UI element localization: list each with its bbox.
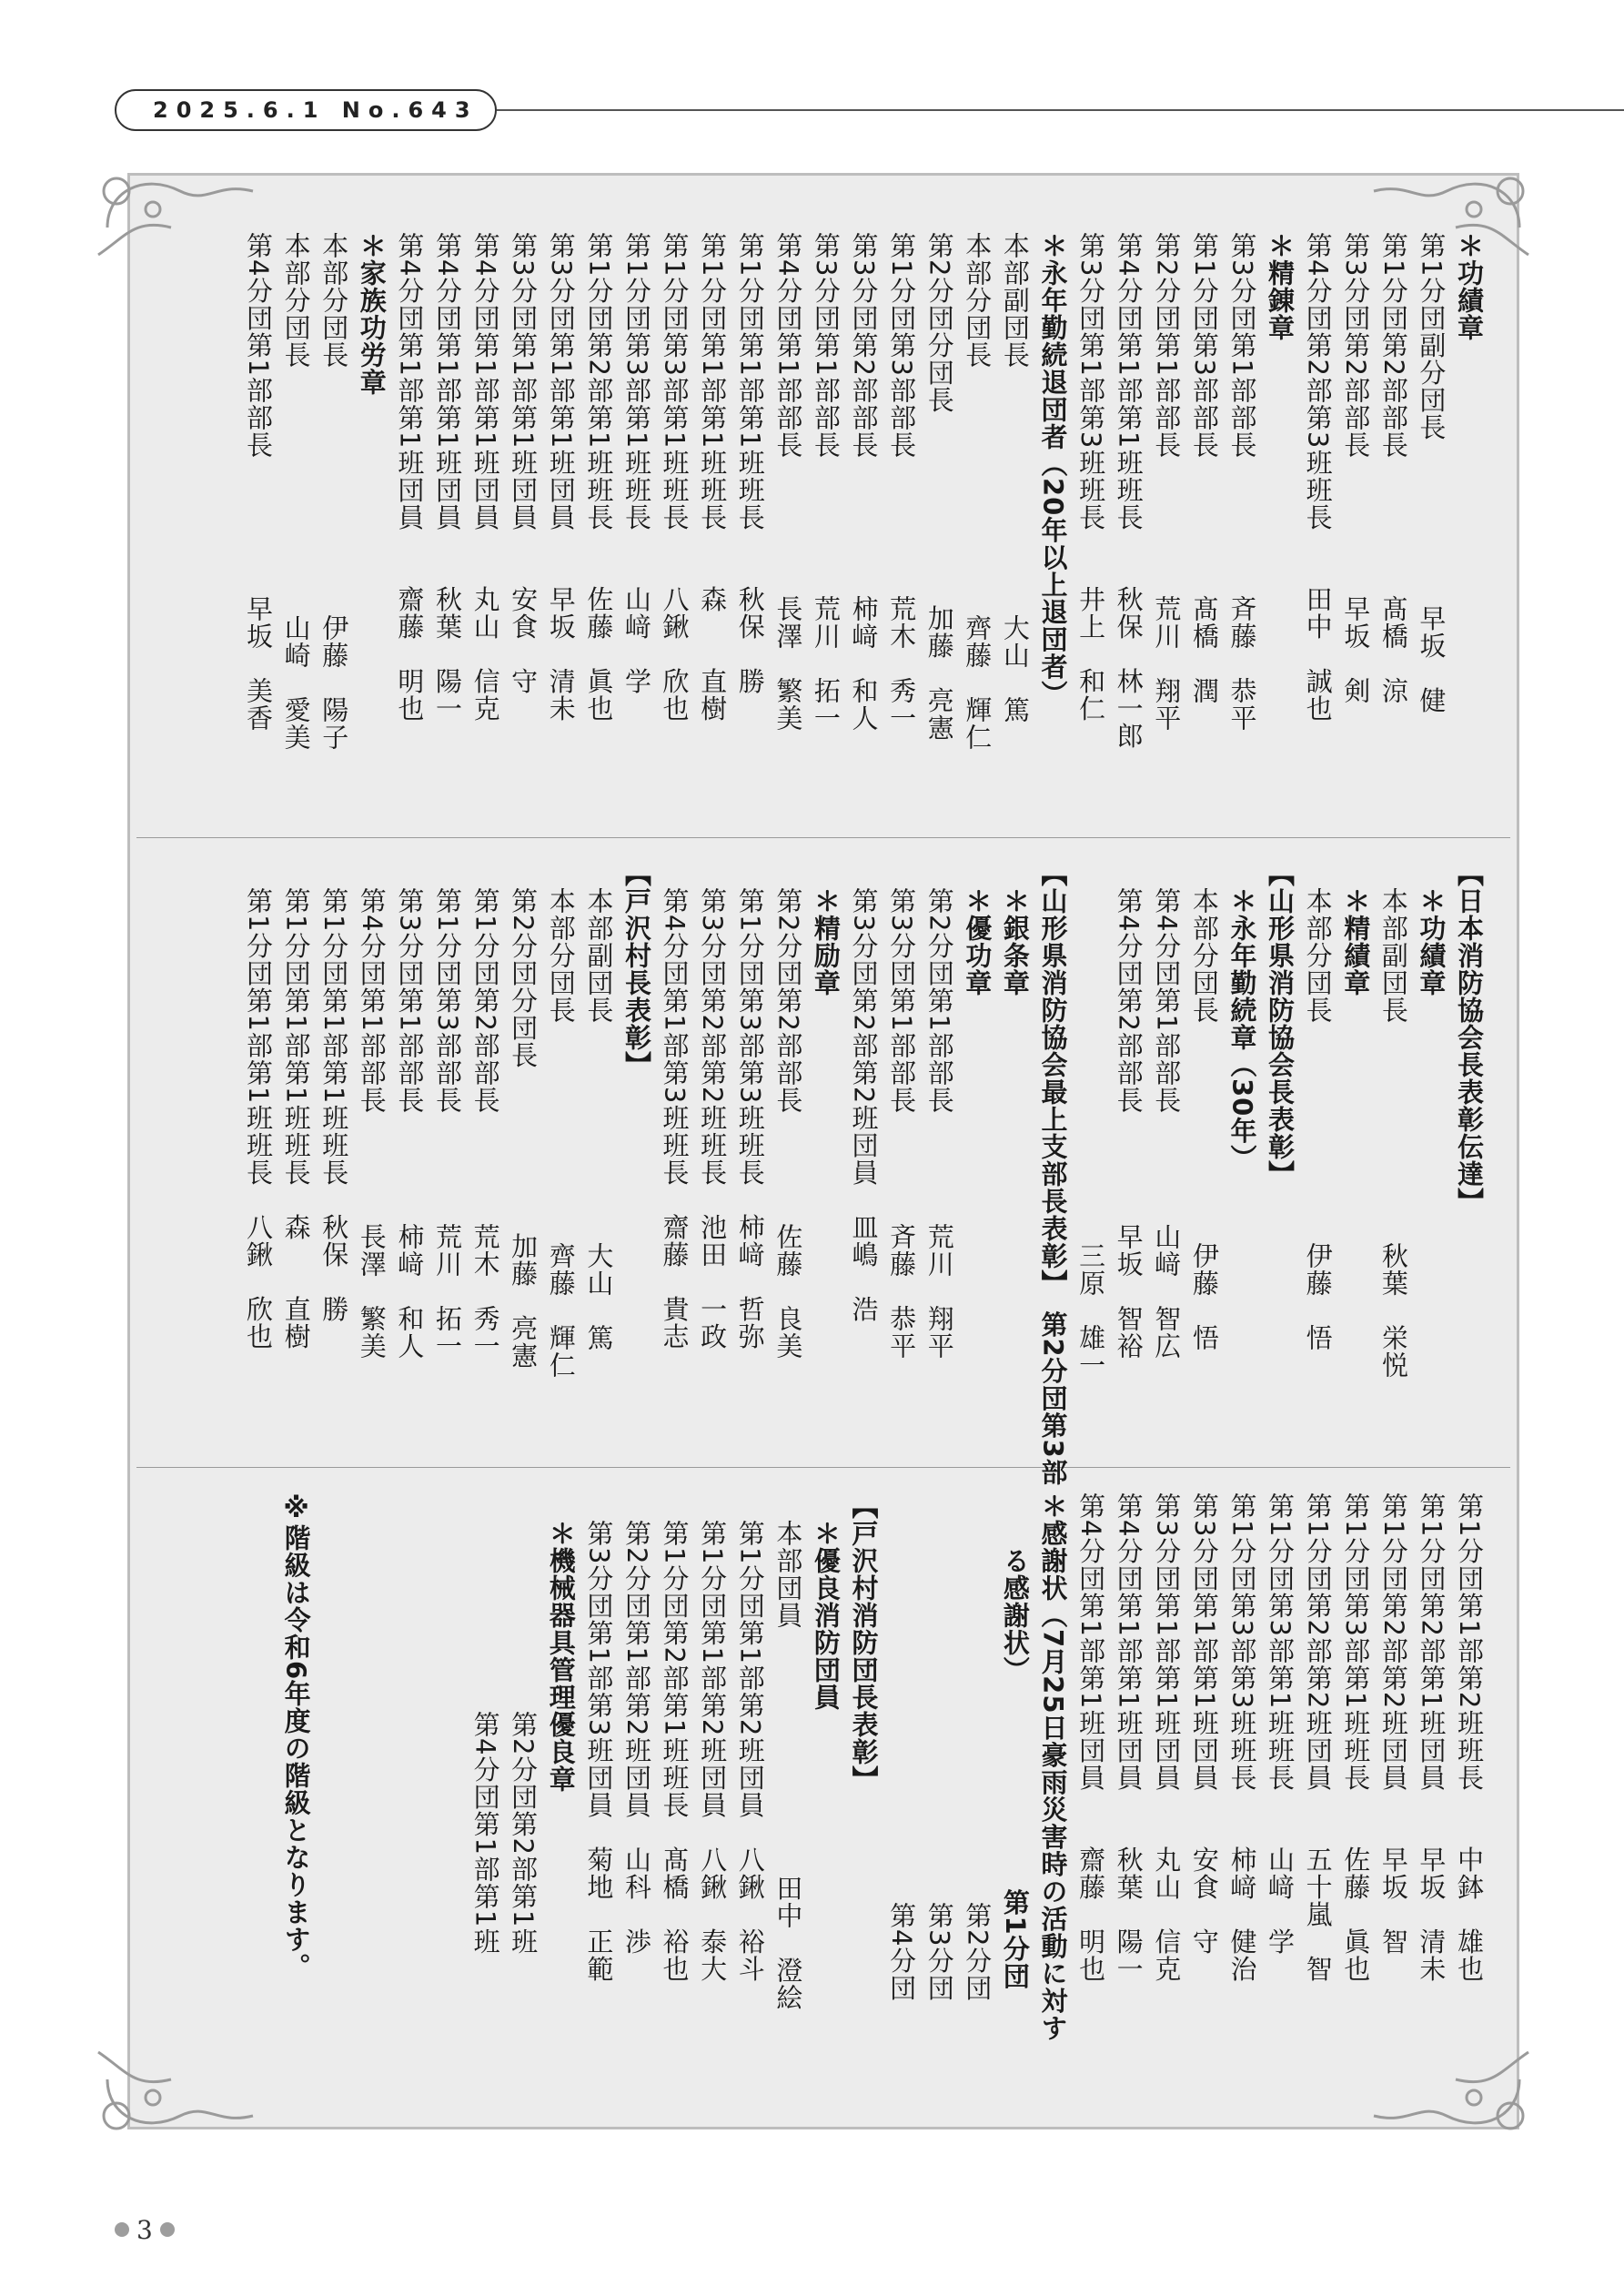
page-number xyxy=(115,2213,175,2246)
award-entry: 第1分団第3部第3班班長 柿﨑 健治 xyxy=(1226,1492,1258,1983)
award-entry: 第3分団第2部部長 柿﨑 和人 xyxy=(848,232,880,732)
section-heading: ＊精績章 xyxy=(1340,860,1372,996)
roster-section-middle xyxy=(238,860,1488,1486)
section-heading: ＊功績章 xyxy=(1454,232,1485,341)
roster-section-bottom xyxy=(277,1492,1488,2089)
section-divider-1 xyxy=(136,837,1510,838)
award-entry: 第1分団第2部第1班班長 佐藤 眞也 xyxy=(583,232,615,723)
section-heading: 【山形県消防協会長表彰】 xyxy=(1265,860,1296,1188)
award-entry: 第4分団第1部第1班班長 秋保 林一郎 xyxy=(1113,232,1145,750)
award-entry: 本部分団長 齊藤 輝仁 xyxy=(962,232,994,751)
section-heading: ＊永年勤続退団者（20年以上退団者） xyxy=(1037,232,1069,708)
award-entry: 第4分団第1部部長 早坂 美香 xyxy=(243,232,274,732)
award-entry: 第3分団第2部第2班団員 皿嶋 浩 xyxy=(848,860,880,1323)
award-entry: 本部分団長 齊藤 輝仁 xyxy=(545,860,577,1379)
award-entry: 第4分団第1部第1班団員 齋藤 明也 xyxy=(394,232,426,723)
award-entry: 第1分団第1部第1班班長 秋保 勝 xyxy=(734,232,766,695)
award-entry: 第3分団第1部第3班班長 井上 和仁 xyxy=(1075,232,1107,723)
award-entry: 第1分団第2部第1班班長 髙橋 裕也 xyxy=(659,1492,691,1983)
award-entry: 本部副団長 大山 篤 xyxy=(999,232,1031,723)
award-entry xyxy=(315,1492,353,2089)
award-entry: 第4分団第1部第1班団員 丸山 信克 xyxy=(469,232,501,723)
section-heading: ＊優功章 xyxy=(962,860,994,996)
award-entry: 本部分団長 伊藤 悟 xyxy=(1188,860,1220,1351)
award-entry: 第1分団第2部部長 荒木 秀一 xyxy=(469,860,501,1360)
award-entry xyxy=(428,1492,466,2089)
section-heading: ＊永年勤続章（30年） xyxy=(1226,860,1258,1172)
award-entry: 第2分団第1部部長 荒川 翔平 xyxy=(923,860,955,1360)
award-entry: 本部分団長 伊藤 陽子 xyxy=(318,232,350,751)
award-entry xyxy=(352,1492,390,2089)
award-entry: 第2分団第2部部長 佐藤 良美 xyxy=(772,860,804,1360)
award-entry: 第3分団第1部第3班団員 菊地 正範 xyxy=(583,1492,615,1983)
award-entry: 本部分団長 山崎 愛美 xyxy=(280,232,312,751)
section-heading: ＊銀条章 xyxy=(999,860,1031,996)
award-entry: 第1分団副分団長 早坂 健 xyxy=(1416,232,1447,714)
section-divider-2 xyxy=(136,1467,1510,1468)
award-entry: 第3分団第1部部長 柿﨑 和人 xyxy=(394,860,426,1360)
award-entry: 第4分団第1部第1班団員 秋葉 陽一 xyxy=(431,232,463,723)
award-entry: 第1分団第3部第1班班長 佐藤 眞也 xyxy=(1340,1492,1372,1983)
section-heading: ＊感謝状（7月25日豪雨災害時の活動に対す xyxy=(1037,1492,1069,2042)
award-entry: 第2分団第1部第2班団員 山科 渉 xyxy=(620,1492,652,1956)
page-number-label: 3 xyxy=(136,2214,153,2245)
section-heading: ＊機械器具管理優良章 xyxy=(545,1492,577,1793)
award-entry: 本部団員 田中 澄絵 xyxy=(772,1492,804,2011)
section-heading: ＊優良消防団員 xyxy=(810,1492,842,1711)
award-entry: 第1分団第2部第2班団員 五十嵐 智 xyxy=(1302,1492,1334,1983)
award-entry: 第1分団第3部部長 荒木 秀一 xyxy=(886,232,918,732)
roster-section-top xyxy=(238,232,1488,828)
award-entry: 本部分団長 伊藤 悟 xyxy=(1302,860,1334,1351)
section-heading: る感謝状） 第1分団 xyxy=(999,1492,1031,1990)
award-entry: 第2分団分団長 加藤 亮憲 xyxy=(508,860,540,1370)
award-entry: 第1分団第1部第1班班長 秋保 勝 xyxy=(318,860,350,1323)
section-heading: ＊精励章 xyxy=(810,860,842,996)
section-heading: 【山形県消防協会最上支部長表彰】 第2分団第3部 xyxy=(1037,860,1069,1486)
award-entry: 第3分団第1部第1班団員 安食 守 xyxy=(1188,1492,1220,1956)
award-entry: 第1分団第3部部長 髙橋 潤 xyxy=(1188,232,1220,704)
section-heading: ＊家族功労章 xyxy=(356,232,388,396)
ornament-bottom-left xyxy=(89,2043,271,2152)
award-entry: 第3分団第1部第1班団員 早坂 清未 xyxy=(545,232,577,723)
award-entry: 第2分団第2部第1班 xyxy=(508,1492,540,1956)
award-entry: 第3分団 xyxy=(923,1492,955,2002)
award-entry: 第2分団分団長 加藤 亮憲 xyxy=(923,232,955,742)
section-heading: 【戸沢村消防団長表彰】 xyxy=(848,1492,880,1793)
section-heading: ＊精錬章 xyxy=(1265,232,1296,341)
award-entry: 第1分団第1部第1班班長 森 直樹 xyxy=(697,232,729,723)
award-entry: 第1分団第2部第1班団員 早坂 清未 xyxy=(1416,1492,1447,1983)
award-entry: 第1分団第1部第2班団員 八鍬 泰大 xyxy=(697,1492,729,1983)
award-entry: 第3分団第1部第1班団員 安食 守 xyxy=(508,232,540,695)
award-entry: 第4分団第2部第3班班長 田中 誠也 xyxy=(1302,232,1334,723)
award-entry: 第3分団第2部第2班班長 池田 一政 xyxy=(697,860,729,1350)
award-entry: 第4分団第1部第1班団員 齋藤 明也 xyxy=(1075,1492,1107,1983)
issue-label: 2025.6.1 No.643 xyxy=(153,97,479,123)
award-entry: 第4分団第1部第1班団員 秋葉 陽一 xyxy=(1113,1492,1145,1983)
award-entry: 第1分団第1部第2班班長 中鉢 雄也 xyxy=(1454,1492,1485,1983)
dot-icon xyxy=(160,2222,175,2237)
award-entry: 第4分団第2部部長 早坂 智裕 xyxy=(1113,860,1145,1360)
award-entry xyxy=(390,1492,429,2089)
award-entry: 本部副団長 大山 篤 xyxy=(583,860,615,1351)
award-entry: 第1分団第3部第1班班長 山﨑 学 xyxy=(620,232,652,695)
award-entry: 第4分団第1部第1班 xyxy=(469,1492,501,1956)
award-entry: 第4分団第1部部長 長澤 繁美 xyxy=(772,232,804,732)
award-entry: 第3分団第2部部長 早坂 剣 xyxy=(1340,232,1372,704)
award-entry: 第4分団第1部部長 山﨑 智広 xyxy=(1151,860,1183,1360)
dot-icon xyxy=(115,2222,129,2237)
header-rule xyxy=(497,109,1624,111)
award-entry: 三原 雄一 xyxy=(1075,860,1107,1379)
section-heading: ＊功績章 xyxy=(1416,860,1447,996)
award-entry: 第2分団第1部部長 荒川 翔平 xyxy=(1151,232,1183,732)
award-entry: 本部副団長 秋葉 栄悦 xyxy=(1377,860,1409,1379)
award-entry: 第1分団第3部第1班班長 八鍬 欣也 xyxy=(659,232,691,723)
award-entry: 第3分団第1部部長 斉藤 恭平 xyxy=(1226,232,1258,732)
award-entry: 第3分団第1部部長 斉藤 恭平 xyxy=(886,860,918,1360)
award-entry: 第1分団第3部部長 荒川 拓一 xyxy=(431,860,463,1360)
award-entry: 第4分団第1部部長 長澤 繁美 xyxy=(356,860,388,1360)
section-heading: 【日本消防協会長表彰伝達】 xyxy=(1454,860,1485,1215)
section-heading: 【戸沢村長表彰】 xyxy=(620,860,652,1078)
award-entry: 第1分団第1部第1班班長 八鍬 欣也 xyxy=(243,860,274,1350)
award-entry: 第2分団 xyxy=(962,1492,994,2002)
award-entry: 第3分団第1部部長 荒川 拓一 xyxy=(810,232,842,732)
section-heading: ※階級は令和6年度の階級となります。 xyxy=(280,1492,312,1981)
award-entry: 第1分団第1部第1班班長 森 直樹 xyxy=(280,860,312,1350)
award-entry: 第1分団第3部第3班班長 柿﨑 哲弥 xyxy=(734,860,766,1350)
award-entry: 第4分団 xyxy=(886,1492,918,2002)
award-entry: 第4分団第1部第3班班長 齋藤 貴志 xyxy=(659,860,691,1350)
issue-header-pill xyxy=(115,89,497,131)
award-entry: 第3分団第1部第1班団員 丸山 信克 xyxy=(1151,1492,1183,1983)
award-entry: 第1分団第3部第1班班長 山﨑 学 xyxy=(1265,1492,1296,1956)
award-entry: 第1分団第2部部長 髙橋 涼 xyxy=(1377,232,1409,704)
award-entry: 第1分団第2部第2班団員 早坂 智 xyxy=(1377,1492,1409,1956)
award-entry: 第1分団第1部第2班団員 八鍬 裕斗 xyxy=(734,1492,766,1983)
